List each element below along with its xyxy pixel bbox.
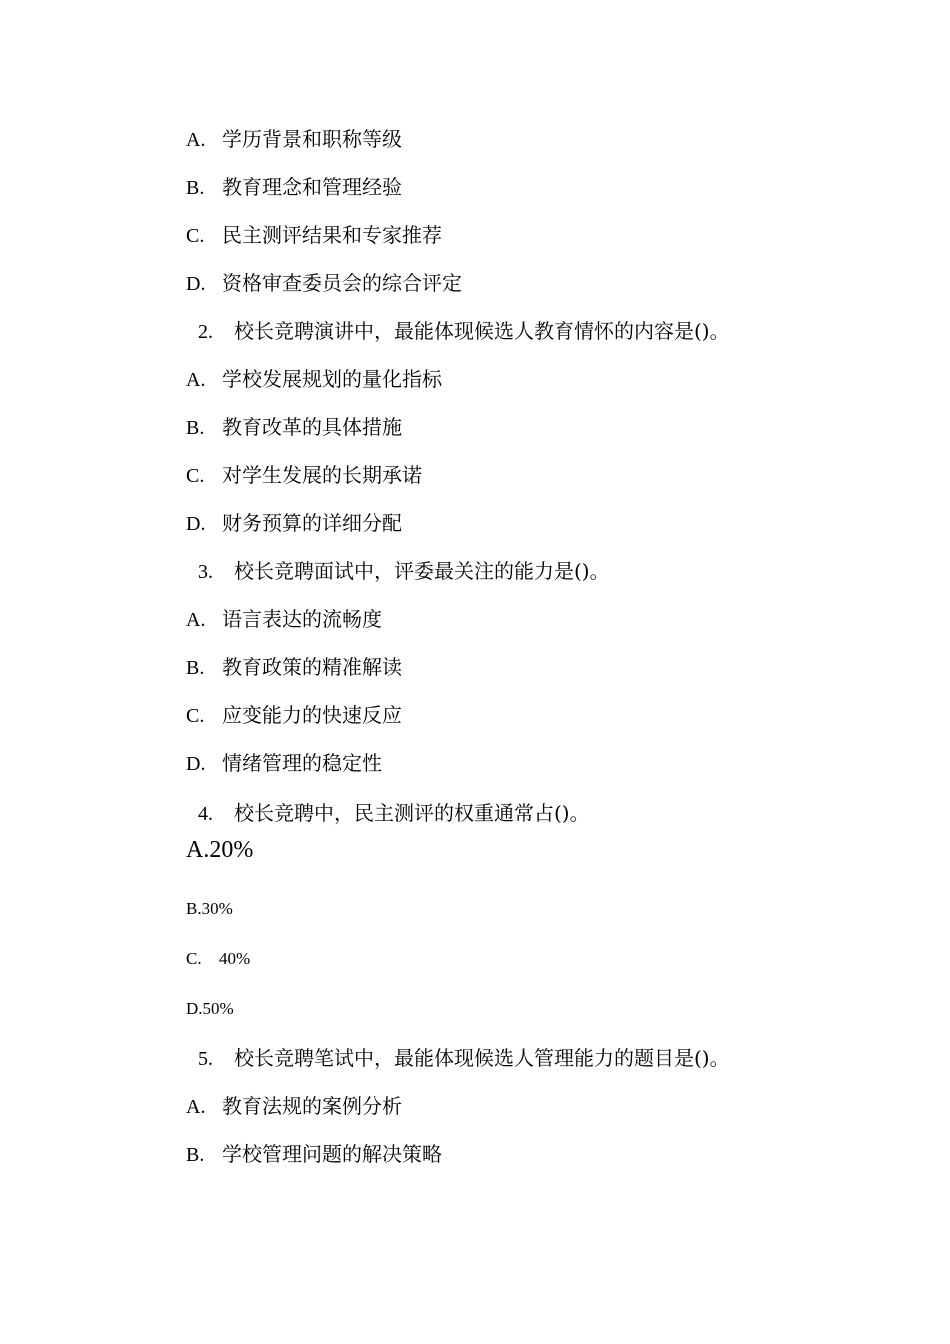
question-number: 3.	[198, 561, 213, 583]
q3-option-a	[186, 607, 382, 632]
q2-option-b	[186, 415, 402, 440]
option-text: 学校发展规划的量化指标	[222, 367, 442, 391]
option-text: 资格审查委员会的综合评定	[222, 271, 462, 295]
question-number: 4.	[198, 803, 213, 825]
option-marker: B.	[186, 417, 205, 439]
q1-option-b	[186, 175, 402, 200]
option-marker: C.	[186, 225, 205, 247]
option-text: 教育政策的精准解读	[222, 655, 402, 679]
option-marker: D.	[186, 513, 206, 535]
option-marker: C.	[186, 949, 202, 968]
option-text: 学校管理问题的解决策略	[222, 1142, 442, 1166]
question-4-stem	[198, 801, 590, 826]
question-text: 校长竞聘中，民主测评的权重通常占()。	[234, 801, 590, 825]
option-text: 学历背景和职称等级	[222, 127, 402, 151]
q1-option-c	[186, 223, 442, 248]
question-text: 校长竞聘演讲中，最能体现候选人教育情怀的内容是()。	[234, 319, 730, 343]
option-text: A.20%	[186, 837, 254, 863]
question-number: 5.	[198, 1048, 213, 1070]
option-text: 情绪管理的稳定性	[222, 751, 382, 775]
option-text: 民主测评结果和专家推荐	[222, 223, 442, 247]
option-marker: C.	[186, 705, 205, 727]
option-text: 语言表达的流畅度	[222, 607, 382, 631]
option-marker: A.	[186, 1096, 206, 1118]
option-text: 教育改革的具体措施	[222, 415, 402, 439]
question-3-stem	[198, 559, 610, 584]
option-marker: A.	[186, 369, 206, 391]
option-text: 财务预算的详细分配	[222, 511, 402, 535]
q2-option-a	[186, 367, 442, 392]
q3-option-d	[186, 751, 382, 776]
option-text: 40%	[219, 949, 251, 968]
option-marker: D.	[186, 753, 206, 775]
option-text: 应变能力的快速反应	[222, 703, 402, 727]
option-text: 教育理念和管理经验	[222, 175, 402, 199]
q5-option-b	[186, 1142, 442, 1167]
q4-option-b	[186, 899, 233, 919]
q5-option-a	[186, 1094, 402, 1119]
question-text: 校长竞聘面试中，评委最关注的能力是()。	[234, 559, 610, 583]
q2-option-d	[186, 511, 402, 536]
option-marker: B.	[186, 1144, 205, 1166]
question-2-stem	[198, 319, 730, 344]
option-marker: C.	[186, 465, 205, 487]
q3-option-c	[186, 703, 402, 728]
option-marker: B.	[186, 657, 205, 679]
q3-option-b	[186, 655, 402, 680]
option-marker: A.	[186, 129, 206, 151]
option-marker: D.	[186, 273, 206, 295]
option-text: D.50%	[186, 999, 234, 1018]
question-number: 2.	[198, 321, 213, 343]
option-marker: B.	[186, 177, 205, 199]
q1-option-a	[186, 127, 402, 152]
q4-option-a	[186, 836, 253, 864]
q4-option-d	[186, 999, 234, 1019]
q2-option-c	[186, 463, 422, 488]
q1-option-d	[186, 271, 462, 296]
question-5-stem	[198, 1046, 730, 1071]
question-text: 校长竞聘笔试中，最能体现候选人管理能力的题目是()。	[234, 1046, 730, 1070]
option-marker: A.	[186, 609, 206, 631]
option-text: B.30%	[186, 899, 233, 918]
option-text: 对学生发展的长期承诺	[222, 463, 422, 487]
option-text: 教育法规的案例分析	[222, 1094, 402, 1118]
q4-option-c	[186, 949, 250, 969]
